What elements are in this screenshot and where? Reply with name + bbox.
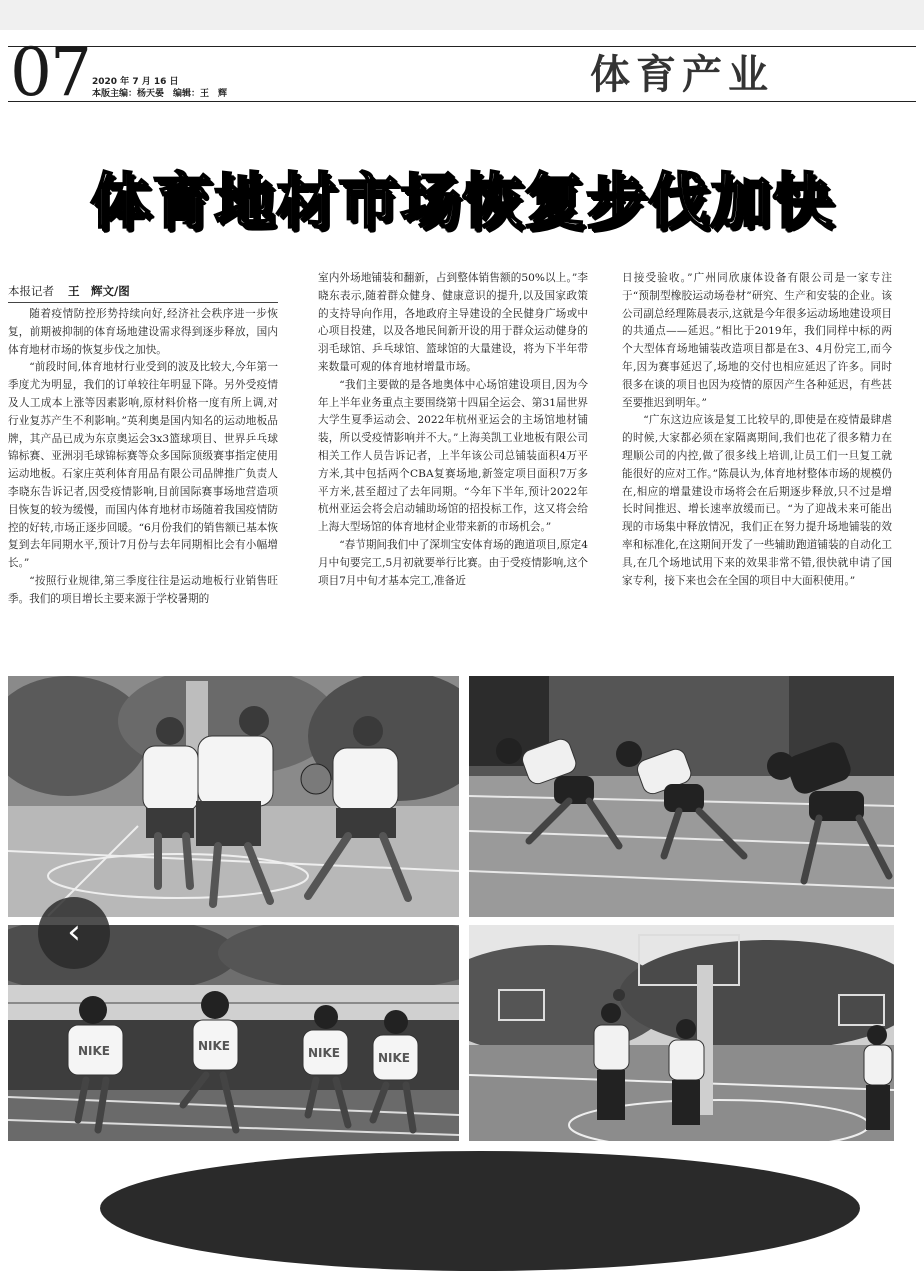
paragraph: “我们主要做的是各地奥体中心场馆建设项目,因为今年上半年业务重点主要围绕第十四届全运会、第31届世界大学生夏季运动会、2022年杭州亚运会的主场馆地材铺装，所以受疫情影响并不大。”上海美凯工业地板有限公司相关工作人员告诉记者，上半年该公司总铺装面积4万平方米,其中包括两个CBA复赛场地,新签定项目面积7万多平方米,甚至超过了去年同期。“今年下半年,预计2022年杭州亚运会将会启动辅助场馆的招投标工作，这又将会给上海大型场馆的体育地材企业带来新的市场机会。”	[318, 378, 588, 534]
shirt-text: NIKE	[378, 1051, 411, 1065]
paragraph: 随着疫情防控形势持续向好,经济社会秩序进一步恢复，前期被抑制的体育场地建设需求得到逐步释放，国内体育地材市场的恢复步伐之加快。	[8, 308, 278, 356]
shirt-text: NIKE	[308, 1046, 341, 1060]
top-bar	[0, 0, 924, 30]
photo-outdoor-courts	[469, 925, 894, 1141]
article-column-1	[8, 306, 278, 642]
paragraph: “春节期间我们中了深圳宝安体育场的跑道项目,原定4月中旬要完工,5月初就要举行比赛。由于受疫情影响,这个项目7月中旬才基本完工,准备近	[318, 538, 588, 587]
article-column-3	[622, 270, 892, 642]
byline-name: 王 辉文/图	[68, 284, 130, 298]
issue-date: 2020 年 7 月 16 日	[92, 77, 179, 87]
header-rule-top	[8, 46, 916, 47]
paragraph: “按照行业规律,第三季度往往是运动地板行业销售旺季。我们的项目增长主要来源于学校暑期的	[8, 574, 278, 605]
shirt-text: NIKE	[198, 1039, 231, 1053]
byline	[8, 282, 278, 303]
photo-sprint-start	[469, 676, 894, 917]
paragraph: 日接受验收。”广州同欣康体设备有限公司是一家专注于“预制型橡胶运动场卷材”研究、生产和安装的企业。该公司副总经理陈晨表示,这就是今年很多运动场地建设项目的共通点——延迟。”相比于2019年，我们同样中标的两个大型体育场地铺装改造项目都是在3、4月份完工,而今年,因为赛事延迟了,场地的交付也相应延迟了许多。同时很多在谈的项目也因为疫情的原因产生各种延迟，有些甚至要推迟到明年。”	[622, 272, 892, 409]
header-rule-bottom	[8, 101, 916, 102]
article-headline: 体育地材市场恢复步伐加快	[90, 167, 834, 237]
shirt-text: NIKE	[78, 1044, 111, 1058]
bottom-decoration	[100, 1145, 860, 1271]
byline-prefix: 本报记者	[8, 284, 54, 298]
editor-line: 本版主编：杨天晏 编辑：王 辉	[92, 89, 228, 99]
issue-meta	[92, 76, 227, 100]
photo-basketball-kids	[8, 676, 459, 917]
section-title: 体育产业	[590, 52, 774, 98]
paragraph: 室内外场地铺装和翻新，占到整体销售额的50%以上。”李晓东表示,随着群众健身、健康意识的提升,以及国家政策的支持导向作用，各地政府主导建设的全民健身广场或中心项目投建，以及各地民间新开设的用于群众运动健身的羽毛球馆、乒乓球馆、篮球馆的大量建设，将为下半年带来数量可观的体育地材增量市场。	[318, 272, 588, 373]
article-column-2	[318, 270, 588, 642]
previous-arrow-icon[interactable]: ‹	[38, 897, 110, 969]
paragraph: “广东这边应该是复工比较早的,即使是在疫情最肆虐的时候,大家都必须在家隔离期间,我们也花了很多精力在理顺公司的内控,做了很多线上培训,让员工们一旦复工就能很好的应对工作。”陈晨认为,体育地材整体市场的规模仍在,相应的增量建设市场将会在后期逐步释放,只不过是增长时间推迟、增长速率放缓而已。“为了迎战未来可能出现的市场集中释放情况，我们正在努力提升场地铺装的效率和标准化,在这期间开发了一些辅助跑道铺装的自动化工具,在几个场地试用下来的效果非常不错,很快就申请了国家专利，接下来也会在全国的项目中大面积使用。”	[622, 414, 892, 587]
paragraph: “前段时间,体育地材行业受到的波及比较大,今年第一季度尤为明显，我们的订单较往年明显下降。另外受疫情及人工成本上涨等因素影响,原材料价格一度有所上调,对行业复苏产生不利影响。”英利奥是国内知名的运动地板品牌，其产品已成为东京奥运会3x3篮球项目、世界乒乓球锦标赛、亚洲羽毛球锦标赛等众多国际顶级赛事指定使用运动地板。石家庄英利体育用品有限公司品牌推广负责人李晓东告诉记者,因受疫情影响,目前国际赛事场地营造项目恢复的较为缓慢，而国内体育地材市场随着我国疫情防控的好转,市场正逐步回暖。“6月份我们的销售额已基本恢复到去年同期水平,预计7月份与去年同期相比会有小幅增长。”	[8, 361, 278, 570]
page-number: 07	[10, 34, 90, 111]
